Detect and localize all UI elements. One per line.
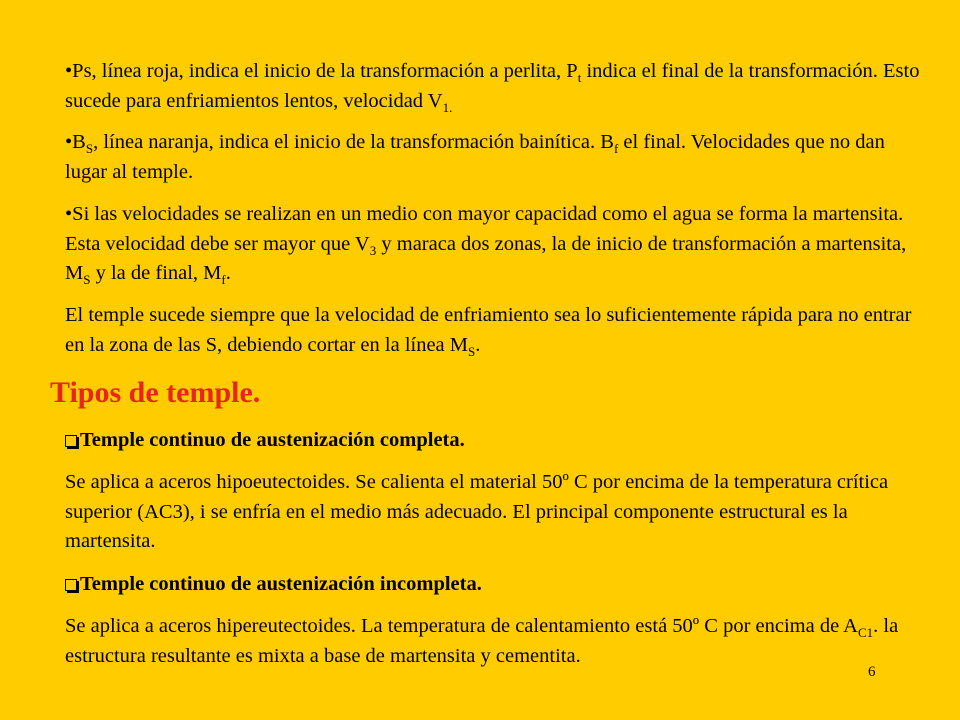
paragraph-hypoeutectoid: Se aplica a aceros hipoeutectoides. Se calienta el material 50º C por encima de la temperatura crítica superior (AC3), i se enfría en el medio más adecuado. El principal componente estructural es la martensita. <box>65 471 889 552</box>
text-run: . <box>475 333 481 356</box>
paragraph-hypereutectoid <box>65 612 925 671</box>
subscript: S <box>85 141 94 156</box>
checkbox-bullet-icon <box>65 435 77 447</box>
subscript: 1. <box>442 99 453 115</box>
text-run: y maraca dos zonas, la de inicio de transformación a martensita, M <box>65 232 907 284</box>
text-run: •B <box>65 131 86 153</box>
subscript: S <box>83 272 91 287</box>
text-run: el final. Velocidades que no dan lugar al temple. <box>65 131 885 183</box>
text-run: , línea naranja, indica el inicio de la transformación bainítica. B <box>93 131 614 153</box>
text-run: indica el final de la transformación. Esto sucede para enfriamientos lentos, velocidad V <box>65 60 920 112</box>
subscript: f <box>221 272 226 287</box>
heading-complete-austenization <box>65 426 925 456</box>
paragraph-pearlite <box>65 57 925 116</box>
text-run: •Ps, línea roja, indica el inicio de la transformación a perlita, P <box>65 60 578 82</box>
checkbox-bullet-icon <box>65 579 77 591</box>
subscript: C1 <box>857 625 874 640</box>
text-run: •Si las velocidades se realizan en un medio con mayor capacidad como el agua se forma la martensita. Esta velocidad debe ser mayor que V <box>65 203 904 255</box>
text-run: y la de final, M <box>90 262 222 284</box>
paragraph-martensite <box>65 200 925 289</box>
subscript: f <box>613 141 619 156</box>
text-run: El temple sucede siempre que la velocidad de enfriamiento sea lo suficientemente rápida para no entrar en la zona de las S, debiendo cortar en la línea M <box>65 304 912 356</box>
heading-text: Temple continuo de austenización incompleta. <box>80 573 482 595</box>
paragraph-bainite <box>65 128 925 187</box>
heading-incomplete-austenization <box>65 570 925 600</box>
page-number: 6 <box>868 664 876 680</box>
text-run: . <box>225 262 231 284</box>
subscript: t <box>577 70 582 85</box>
text-run: . la estructura resultante es mixta a base de martensita y cementita. <box>65 615 899 667</box>
paragraph-temple-condition <box>65 301 925 360</box>
heading-text: Temple continuo de austenización completa. <box>80 429 465 451</box>
section-title: Tipos de temple. <box>50 376 261 409</box>
subscript: S <box>468 343 476 359</box>
text-run: Se aplica a aceros hipereutectoides. La temperatura de calentamiento está 50º C por encima de A <box>65 615 858 637</box>
subscript: 3 <box>369 242 377 258</box>
